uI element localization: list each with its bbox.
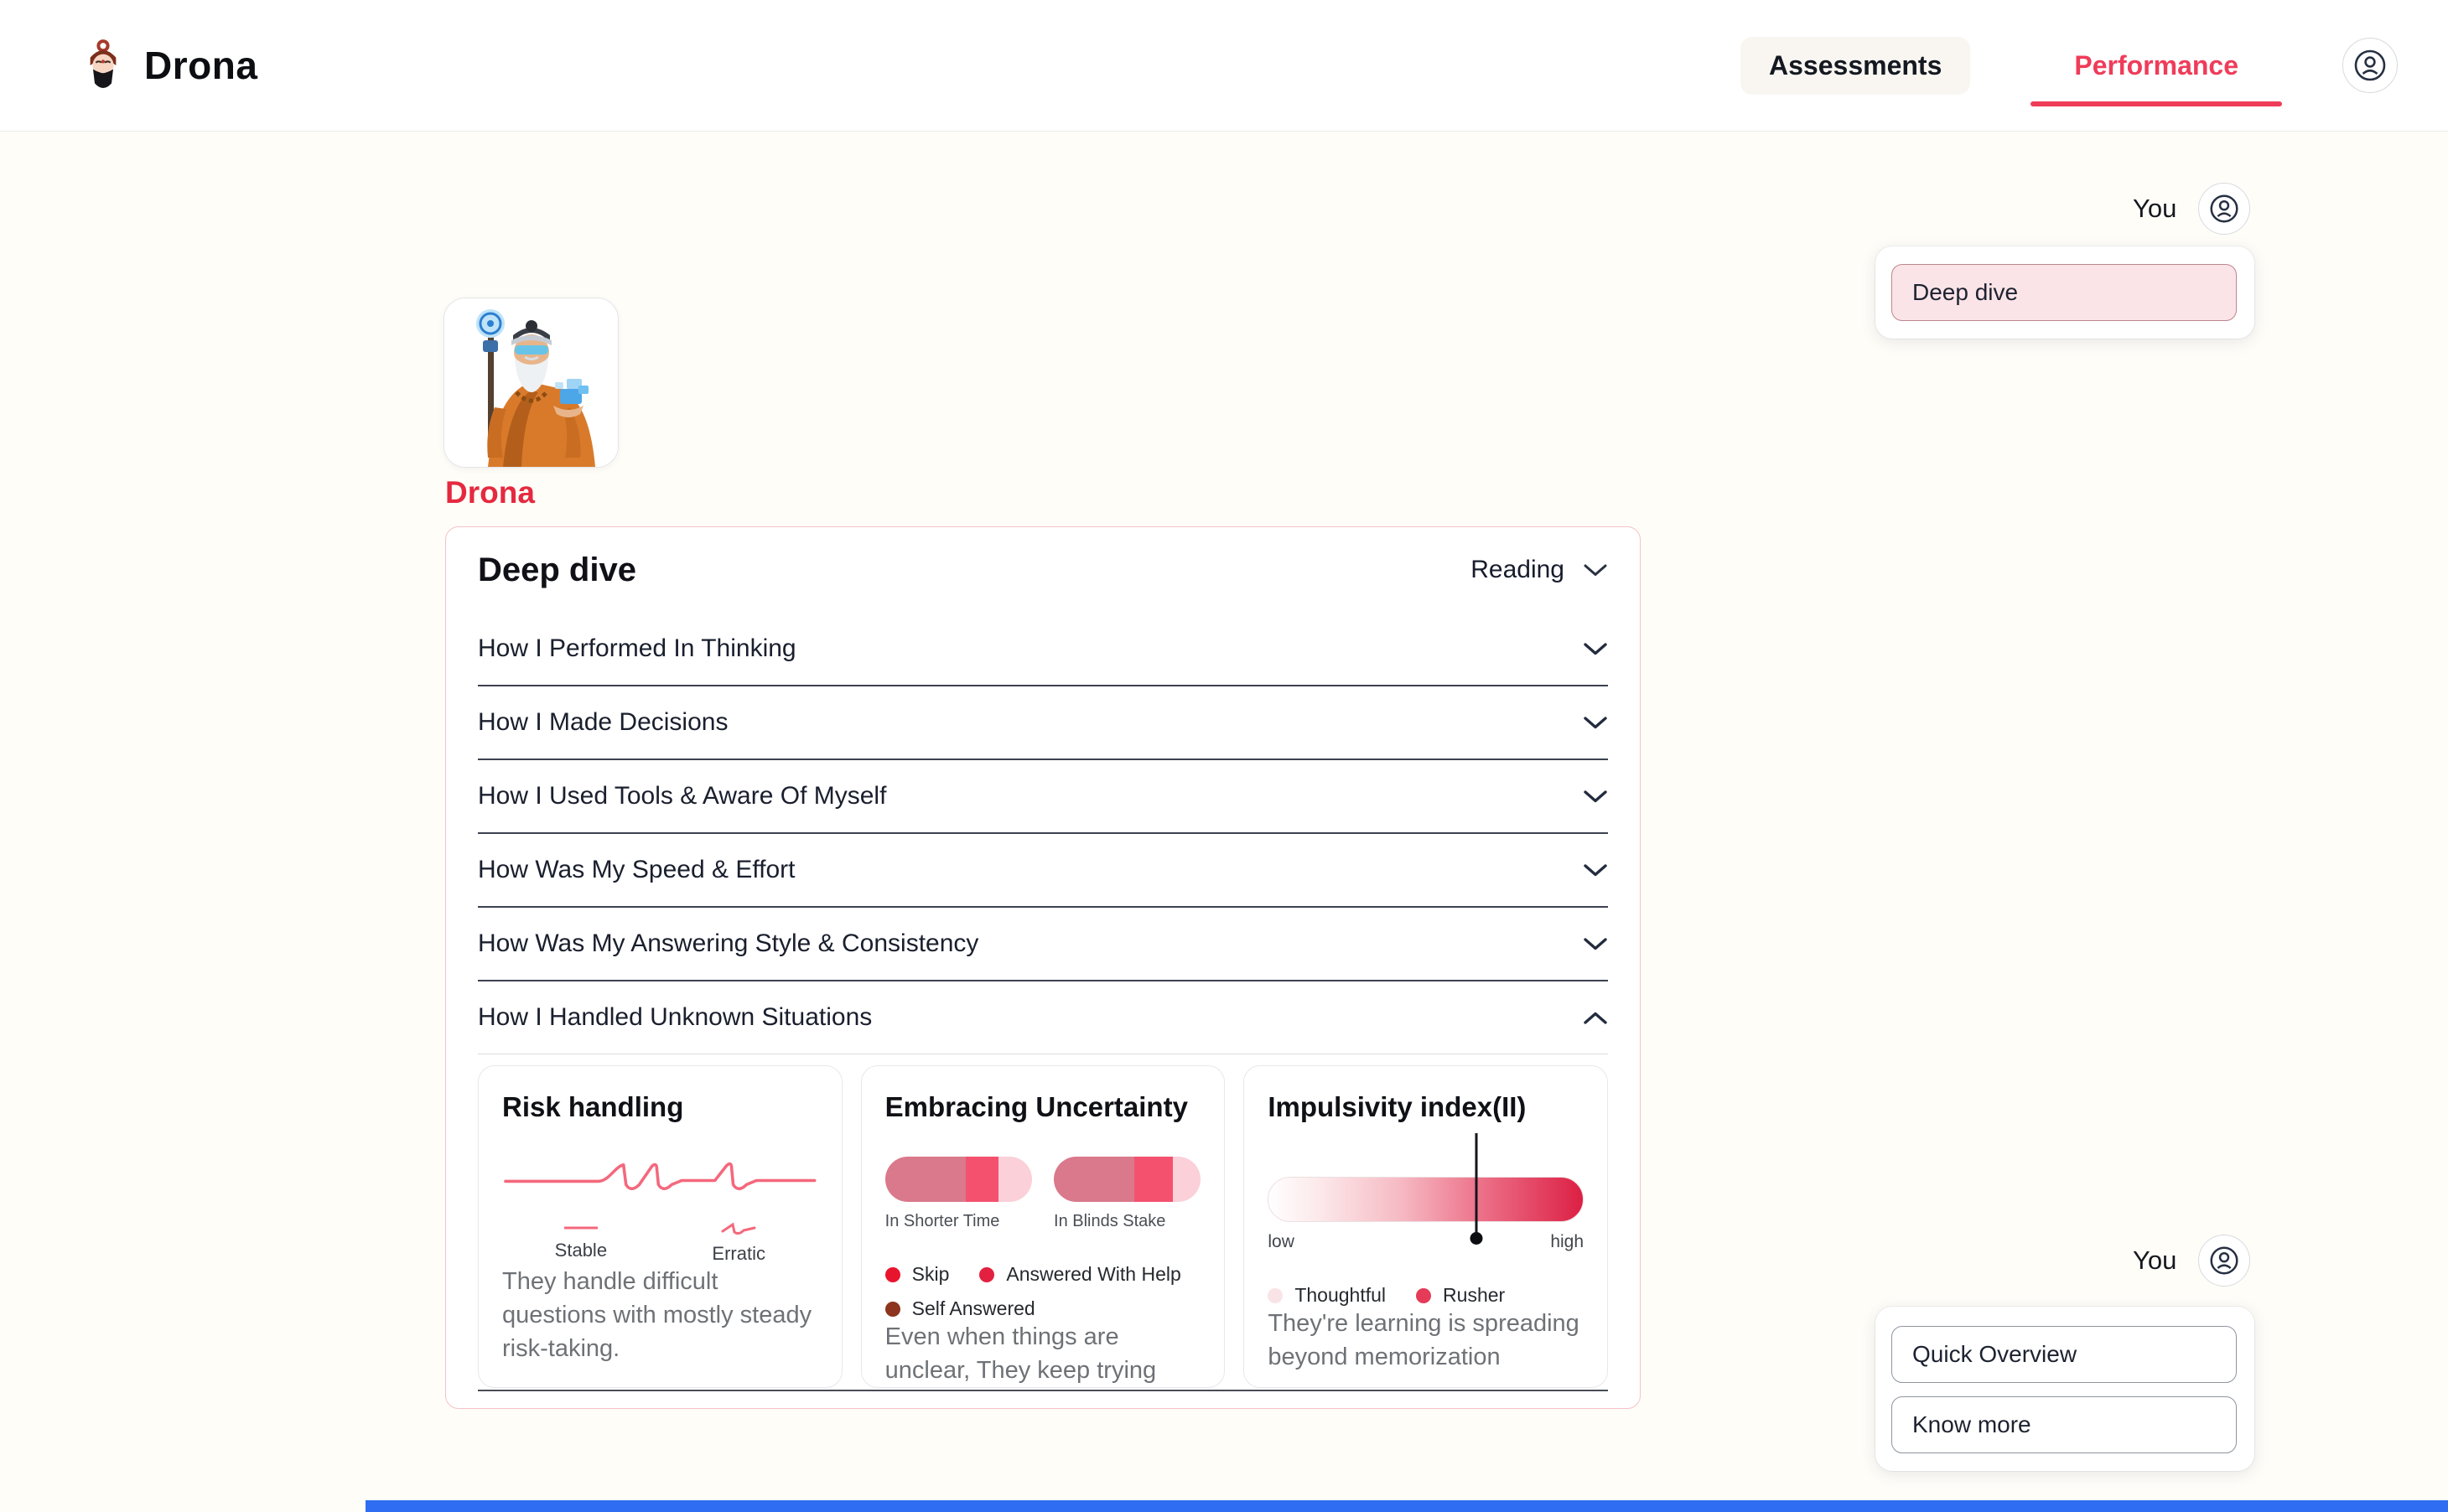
- legend-item-stable: Stable: [555, 1221, 607, 1265]
- user-icon: [2207, 1243, 2242, 1278]
- marker-dot: [1470, 1232, 1482, 1245]
- stable-line-swatch: [562, 1221, 600, 1233]
- panel-bottom-rule: [478, 1390, 1608, 1391]
- you-avatar[interactable]: [2198, 183, 2250, 235]
- subject-dropdown-value: Reading: [1470, 556, 1564, 583]
- nav-assessments[interactable]: Assessments: [1740, 37, 1970, 95]
- rusher-dot: [1416, 1288, 1431, 1303]
- bottom-scrollbar[interactable]: [366, 1500, 2448, 1512]
- brand-name: Drona: [144, 44, 258, 87]
- user-icon: [2207, 191, 2242, 226]
- header-profile-button[interactable]: [2342, 38, 2398, 93]
- card-description: Even when things are unclear, They keep trying: [884, 1323, 1157, 1385]
- accordion-item-unknown-situations[interactable]: How I Handled Unknown Situations: [478, 981, 1608, 1054]
- card-title: Risk handling: [502, 1091, 684, 1122]
- risk-line-chart: [502, 1153, 818, 1206]
- risk-handling-card: [478, 1065, 843, 1388]
- legend-item-thoughtful: Thoughtful: [1268, 1284, 1386, 1307]
- you-label: You: [2133, 1245, 2177, 1275]
- you-indicator-top: [2133, 183, 2250, 235]
- quick-overview-button[interactable]: Quick Overview: [1891, 1326, 2237, 1383]
- accordion-item-speed-effort[interactable]: How Was My Speed & Effort: [478, 834, 1608, 908]
- accordion-item-thinking[interactable]: How I Performed In Thinking: [478, 613, 1608, 686]
- accordion-item-decisions[interactable]: How I Made Decisions: [478, 686, 1608, 760]
- profile-name: Drona: [445, 475, 535, 510]
- card-description: They're learning is spreading beyond memorization: [1268, 1310, 1579, 1371]
- chevron-down-icon: [1583, 863, 1608, 878]
- chevron-down-icon: [1583, 790, 1608, 804]
- chevron-down-icon: [1583, 642, 1608, 656]
- impulsivity-legend: [1268, 1272, 1584, 1307]
- scale-low-label: low: [1268, 1232, 1294, 1251]
- answered-with-help-dot: [979, 1267, 994, 1282]
- bar-shorter-time: In Shorter Time: [885, 1157, 1032, 1231]
- skip-dot: [885, 1267, 900, 1282]
- scale-high-label: high: [1550, 1232, 1584, 1251]
- unknown-situations-stats: [478, 1054, 1608, 1388]
- uncertainty-legend: [885, 1251, 1201, 1320]
- panel-title: Deep dive: [478, 551, 636, 588]
- legend-item-erratic: Erratic: [712, 1221, 765, 1265]
- nav-performance[interactable]: Performance: [2046, 37, 2267, 95]
- accordion-item-tools-awareness[interactable]: How I Used Tools & Aware Of Myself: [478, 760, 1608, 834]
- legend-item-skip: Skip: [885, 1263, 950, 1286]
- legend-item-rusher: Rusher: [1416, 1284, 1505, 1307]
- deep-dive-menu-button[interactable]: Deep dive: [1891, 264, 2237, 321]
- impulsivity-scale: [1268, 1177, 1584, 1252]
- erratic-line-swatch: [719, 1221, 758, 1236]
- self-answered-dot: [885, 1302, 900, 1317]
- brand[interactable]: [80, 39, 257, 92]
- impulsivity-index-card: [1243, 1065, 1608, 1388]
- chevron-down-icon: [1583, 937, 1608, 951]
- actions-menu: [1875, 1307, 2254, 1471]
- risk-legend: [502, 1221, 818, 1265]
- subject-dropdown[interactable]: [1470, 556, 1608, 584]
- embracing-uncertainty-card: [861, 1065, 1226, 1388]
- drona-avatar-image: [443, 298, 619, 468]
- stacked-bars: [885, 1157, 1201, 1231]
- legend-item-answered-with-help: Answered With Help: [979, 1263, 1180, 1286]
- chevron-down-icon: [1583, 716, 1608, 730]
- deep-dive-panel: [445, 526, 1641, 1409]
- you-avatar[interactable]: [2198, 1235, 2250, 1287]
- you-indicator-bottom: [2133, 1235, 2250, 1287]
- know-more-button[interactable]: Know more: [1891, 1396, 2237, 1453]
- panel-header: [478, 527, 1608, 613]
- user-icon: [2352, 47, 2388, 84]
- legend-item-self-answered: Self Answered: [885, 1297, 1035, 1320]
- card-title: Embracing Uncertainty: [884, 1091, 1188, 1122]
- accordion-item-answering-style[interactable]: How Was My Answering Style & Consistency: [478, 908, 1608, 981]
- thoughtful-dot: [1268, 1288, 1283, 1303]
- deep-dive-menu: [1875, 246, 2254, 339]
- you-label: You: [2133, 194, 2177, 223]
- main-nav: [1740, 0, 2448, 131]
- bar-blinds-stake: In Blinds Stake: [1054, 1157, 1201, 1231]
- chevron-down-icon: [1583, 563, 1608, 577]
- marker-line: [1475, 1133, 1477, 1235]
- gradient-bar: [1268, 1177, 1584, 1222]
- card-title: Impulsivity index(II): [1268, 1091, 1527, 1122]
- app-header: [0, 0, 2448, 132]
- drona-logo-icon: [80, 39, 126, 92]
- card-description: They handle difficult questions with mostly steady risk-taking.: [502, 1267, 812, 1362]
- chevron-up-icon: [1583, 1011, 1608, 1025]
